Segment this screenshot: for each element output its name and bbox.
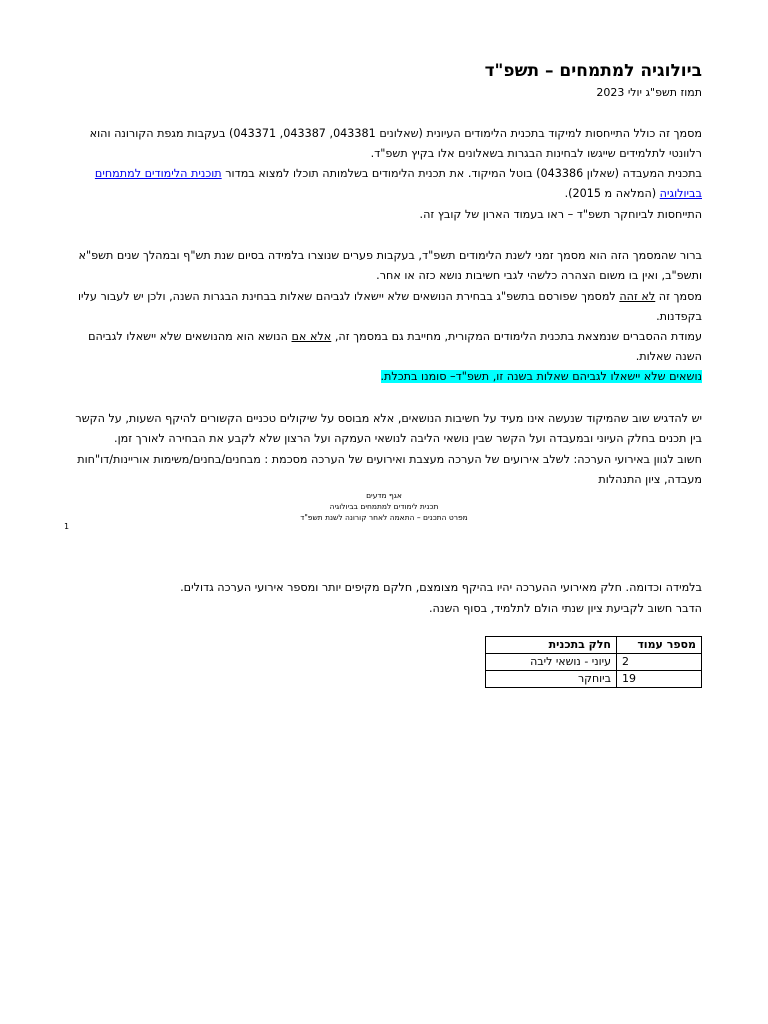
table-cell-part: עיוני - נושאי ליבה [486,654,617,671]
paragraph-assessment-continued: בלמידה וכדומה. חלק מאירועי ההערכה יהיו בהיקף מצומצם, חלקם מקיפים יותר ומספר אירועי הערכה גדולים. [180,581,702,594]
curriculum-link[interactable]: תוכנית הלימודים למתמחים בביולוגיה [94,167,702,200]
contents-table [485,636,702,688]
table-cell-page: 2 [617,654,702,671]
table-cell-page: 19 [617,671,702,688]
paragraph-emphasis: יש להדגיש שוב שהמיקוד שנעשה אינו מעיד על חשיבות הנושאים, אלא מבוסס על שיקולים טכניים הקשורים להיקף השעות, על הקשר בין תכנים בחלק העיוני ובמעבדה ועל הקשר שבין נושאי הליבה לנושאי העמקה ועל הרצון שלא לקבע את הבחירה לאורך זמן. [75,412,702,445]
page-number: 1 [64,522,70,531]
paragraph-not-identical-a: מסמך זה [655,290,702,303]
document-date: תמוז תשפ"ג יולי 2023 [596,86,702,99]
paragraph-lab-suffix: (המלאה מ 2015). [564,187,660,200]
page-footer [66,490,702,523]
table-row [486,671,702,688]
table-header-row [486,637,702,654]
footer-department: אגף מדעים [366,491,402,500]
paragraph-intro: מסמך זה כולל התייחסות למיקוד בתכנית הלימודים העיונית (שאלונים 043381, 043387, 043371) בעקבות מגפת הקורונה והוא רלוונטי לתלמידים שייגשו לבחינות הבגרות בשאלונים אלו בקיץ תשפ"ד. [89,127,702,160]
paragraph-lab-text: בתכנית המעבדה (שאלון 043386) בוטל המיקוד. את תכנית הלימודים בשלמותה תוכלו למצוא במדור [221,167,702,180]
not-identical-emphasis: לא זהה [619,290,656,303]
paragraph-not-identical [66,287,702,327]
paragraph-explanations [66,327,702,367]
column-header-part: חלק בתכנית [486,637,617,654]
highlighted-note: נושאים שלא יישאלו לגביהם שאלות בשנה זו, תשפ"ד– סומנו בתכלת. [380,370,702,383]
paragraph-explanations-b: הנושא הוא מהנושאים שלא יישאלו לגביהם השנה שאלות. [88,330,702,363]
table-row [486,654,702,671]
table-cell-part: ביוחקר [486,671,617,688]
paragraph-highlight-note [66,367,702,387]
paragraph-assessment: חשוב לגוון באירועי הערכה: לשלב אירועים של הערכה מעצבת ואירועים של הערכה מסכמת : מבחנים/בחנים/משימות אוריינות/דו"חות מעבדה, ציון התנהלות [77,453,702,486]
paragraph-explanations-a: עמודת ההסברים שנמצאת בתכנית הלימודים המקורית, מחייבת גם במסמך זה, [331,330,702,343]
paragraph-not-identical-b: למסמך שפורסם בתשפ"ג בבחירת הנושאים שלא יישאלו לגביהם שאלות בבחינת הבגרות השנה, ולכן יש לעבור עליו בקפדנות. [78,290,702,323]
paragraph-lab [66,164,702,204]
column-header-page: מספר עמוד [617,637,702,654]
unless-emphasis: אלא אם [291,330,332,343]
paragraph-annual-grade: הדבר חשוב לקביעת ציון שנתי הולם לתלמיד, בסוף השנה. [428,602,702,615]
paragraph-temporary: ברור שהמסמך הזה הוא מסמך זמני לשנת הלימודים תשפ"ד, בעקבות פערים שנוצרו בלמידה בסיום שנת תש"ף ובמהלך שנים תשפ"א ותשפ"ב, ואין בו משום הצהרה כלשהי לגבי חשיבות נושא כזה או אחר. [78,249,702,282]
footer-spec: מפרט התכנים – התאמה לאחר קורונה לשנת תשפ"ד [300,513,468,522]
page-title: ביולוגיה למתמחים – תשפ"ד [484,61,702,81]
paragraph-biohekker: התייחסות לביוחקר תשפ"ד – ראו בעמוד הארון של קובץ זה. [419,208,702,221]
footer-program: תכנית לימודים למתמחים בביולוגיה [329,502,439,511]
